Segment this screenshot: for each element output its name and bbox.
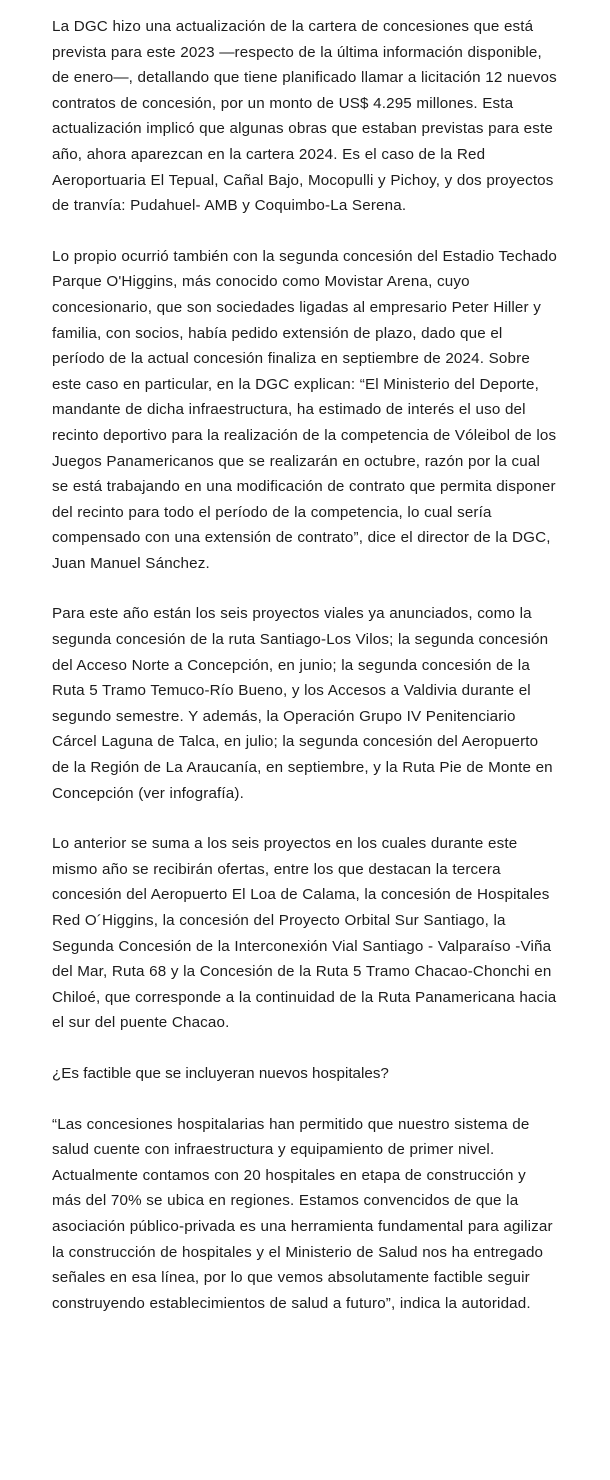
article-paragraph: La DGC hizo una actualización de la cartera de concesiones que está prevista para este 2023 —respecto de la última información disponible, de enero—, detallando que tiene planificado llamar a licitación 12 nuevos contratos de concesión, por un monto de US$ 4.295 millones. Esta actualización implicó que algunas obras que estaban previstas para este año, ahora aparezcan en la cartera 2024. Es el caso de la Red Aeroportuaria El Tepual, Cañal Bajo, Mocopulli y Pichoy, y dos proyectos de tranvía: Pudahuel- AMB y Coquimbo-La Serena. [52,18,557,215]
article-paragraph: Lo anterior se suma a los seis proyectos en los cuales durante este mismo año se recibirán ofertas, entre los que destacan la tercera concesión del Aeropuerto El Loa de Calama, la concesión de Hospitales Red O´Higgins, la concesión del Proyecto Orbital Sur Santiago, la Segunda Concesión de la Interconexión Vial Santiago - Valparaíso -Viña del Mar, Ruta 68 y la Concesión de la Ruta 5 Tramo Chacao-Chonchi en Chiloé, que corresponde a la continuidad de la Ruta Panamericana hacia el sur del puente Chacao. [52,835,557,1032]
interview-question: ¿Es factible que se incluyeran nuevos hospitales? [52,1064,389,1082]
article-paragraph: “Las concesiones hospitalarias han permitido que nuestro sistema de salud cuente con infraestructura y equipamiento de primer nivel. Actualmente contamos con 20 hospitales en etapa de construcción y más del 70% se ubica en regiones. Estamos convencidos de que la asociación público-privada es una herramienta fundamental para agilizar la construcción de hospitales y el Ministerio de Salud nos ha entregado señales en esa línea, por lo que vemos absolutamente factible seguir construyendo establecimientos de salud a futuro”, indica la autoridad. [52,1115,553,1312]
article-paragraph: Para este año están los seis proyectos viales ya anunciados, como la segunda concesión de la ruta Santiago-Los Vilos; la segunda concesión del Acceso Norte a Concepción, en junio; la segunda concesión de la Ruta 5 Tramo Temuco-Río Bueno, y los Accesos a Valdivia durante el segundo semestre. Y además, la Operación Grupo IV Penitenciario Cárcel Laguna de Talca, en julio; la segunda concesión del Aeropuerto de la Región de La Araucanía, en septiembre, y la Ruta Pie de Monte en Concepción (ver infografía). [52,605,553,802]
article-paragraph: Lo propio ocurrió también con la segunda concesión del Estadio Techado Parque O'Higgins, más conocido como Movistar Arena, cuyo concesionario, que son sociedades ligadas al empresario Peter Hiller y familia, con socios, había pedido extensión de plazo, dado que el período de la actual concesión finaliza en septiembre de 2024. Sobre este caso en particular, en la DGC explican: “El Ministerio del Deporte, mandante de dicha infraestructura, ha estimado de interés el uso del recinto deportivo para la realización de la competencia de Vóleibol de los Juegos Panamericanos que se realizarán en octubre, razón por la cual se está trabajando en una modificación de contrato que permita disponer del recinto para todo el período de la competencia, lo cual sería compensado con una extensión de contrato”, dice el director de la DGC, Juan Manuel Sánchez. [52,247,557,572]
